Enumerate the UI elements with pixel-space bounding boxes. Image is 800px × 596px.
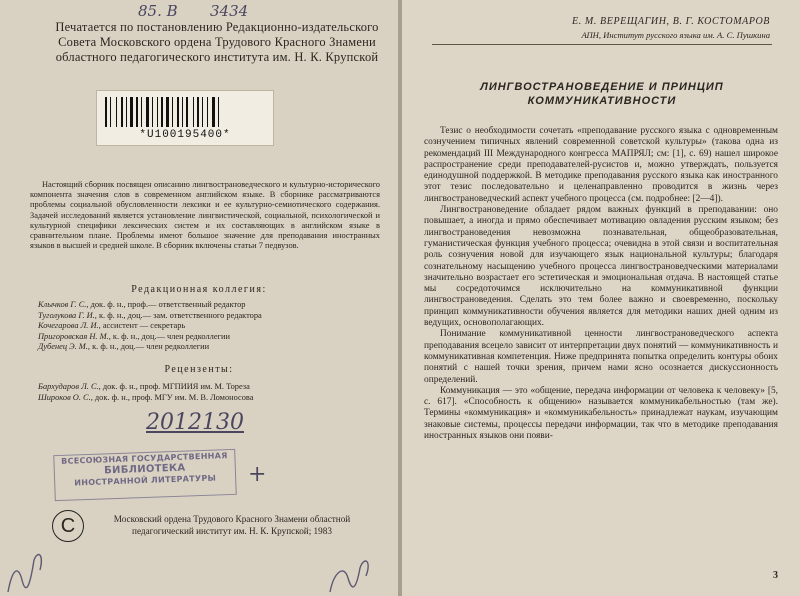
reviewer	[38, 393, 378, 404]
barcode-bar	[108, 97, 109, 127]
barcode-bar	[197, 97, 199, 127]
paragraph: Лингвострановедение обладает рядом важных функций в преподавании: оно повышает, а иногда и прямо обеспечивает мотивацию овладения русским языком; без лингвострановедения невозможна познавательная, общеобразовательная, гуманистическая функция учебного процесса; очевидна в этой связи и воспитательная роль сознучения новой для изучающего язык национальной культуры; благодаря сознательному насыщению учебного процесса лингвострановедческими материалами значительно возрастает его эстетическая и эмоциональная отдача. В настоящей статье мы сосредоточимся исключительно на коммуникативной функции лингвострановедения. Сделать это тем более важно и своевременно, поскольку принцип коммуникативности обучения является для методики наших дней одним из ведущих, основополагающих.	[424, 205, 778, 329]
board-member	[38, 300, 378, 311]
barcode-bar	[189, 97, 192, 127]
barcode-bar	[157, 97, 158, 127]
barcode-bar	[105, 97, 107, 127]
stamp-line: ИНОСТРАННОЙ ЛИТЕРАТУРЫ	[74, 473, 217, 488]
scribble-left	[8, 555, 41, 592]
member-role: , к. ф. н., доц.— член редколлегии	[108, 331, 230, 341]
article-authors: Е. М. ВЕРЕЩАГИН, В. Г. КОСТОМАРОВ	[572, 16, 770, 27]
barcode-bar	[161, 97, 163, 127]
title-line: ЛИНГВОСТРАНОВЕДЕНИЕ И ПРИНЦИП	[480, 81, 724, 93]
reviewer-name: Бархударов Л. С.	[38, 382, 99, 391]
title-line: КОММУНИКАТИВНОСТИ	[527, 95, 677, 107]
paragraph: Тезис о необходимости сочетать «преподавание русского языка с одновременным сознучением типичных явлений современной советской культуры» (такова одна из рекомендаций III Международного конгресса МАПРЯЛ; см: [1], с. 69) нашел широкое распространение среди преподавателей-русистов и, можно утверждать, пользуется единодушной поддержкой. В методике преподавания русского языка как иностранного этот тезис последовательно и целенаправленно проводится в жизнь через лингвострановедческий аспект учебного процесса (см. подробнее: [2—4]).	[424, 126, 778, 204]
member-name: Клычков Г. С.	[38, 300, 87, 309]
barcode-bar	[126, 97, 127, 127]
member-role: , к. ф. н., доц.— зам. ответственного редактора	[94, 310, 262, 320]
copyright-icon: C	[52, 510, 84, 542]
barcode-bar	[180, 97, 181, 127]
member-role: , док. ф. н., проф.— ответственный редактор	[86, 300, 246, 309]
paragraph: Понимание коммуникативной ценности лингвострановедческого аспекта преподавания всецело зависит от интерпретации двух понятий — коммуникативность и коммуникативная компетенция. Ниже предпринята попытка определить контуры обоих понятий с нашей точки зрения, причем нами ясно осознается дискуссионность определений.	[424, 329, 778, 385]
member-name: Туголукова Г. И.	[38, 310, 95, 320]
stamp-line: БИБЛИОТЕКА	[103, 462, 186, 477]
barcode-bar	[136, 97, 138, 127]
member-name: Дубенец Э. М.	[38, 342, 88, 352]
handwritten-number: 3434	[210, 2, 249, 20]
barcode-bar	[159, 97, 160, 127]
barcode-bar	[143, 97, 145, 127]
barcode-bar	[177, 97, 179, 127]
barcode-bar	[141, 97, 142, 127]
barcode-bar	[207, 97, 208, 127]
handwritten-scribbles	[0, 520, 398, 596]
barcode-bar	[212, 97, 215, 127]
library-stamp	[53, 449, 236, 501]
editorial-board-title: Редакционная коллегия:	[131, 284, 267, 295]
barcode-bar	[164, 97, 165, 127]
barcode-bar	[204, 97, 206, 127]
barcode-bar	[118, 97, 120, 127]
reviewer-name: Широков О. С.	[38, 392, 91, 402]
article-affiliation: АПН, Институт русского языка им. А. С. Пушкина	[581, 30, 770, 40]
reviewer	[38, 382, 378, 393]
header-rule	[432, 44, 772, 45]
barcode-bar	[174, 97, 176, 127]
stamp-line: ВСЕСОЮЗНАЯ ГОСУДАРСТВЕННАЯ	[61, 451, 228, 466]
barcode-bar	[202, 97, 203, 127]
member-role: , к. ф. н., доц.— член редколлегии	[87, 342, 210, 352]
handwritten-accession: 2012130	[146, 410, 244, 435]
barcode-bar	[170, 97, 171, 127]
barcode-bar	[154, 97, 156, 127]
barcode-bar	[172, 97, 173, 127]
editorial-board-list	[38, 300, 378, 353]
barcode-bar	[186, 97, 188, 127]
barcode-bar	[112, 97, 115, 127]
board-member	[38, 342, 378, 353]
right-page	[402, 0, 800, 596]
barcode-bar	[184, 97, 185, 127]
board-member	[38, 332, 378, 343]
page-number: 3	[773, 570, 778, 581]
left-page	[0, 0, 398, 596]
article-title	[432, 80, 772, 108]
barcode-bar	[128, 97, 129, 127]
barcode-label	[96, 90, 274, 146]
reviewer-role: , док. ф. н., проф. МГУ им. М. В. Ломоносова	[90, 392, 254, 402]
board-member	[38, 311, 378, 322]
member-name: Пригоровская Н. М.	[38, 331, 109, 341]
barcode-bar	[110, 97, 111, 127]
publication-note: Печатается по постановлению Редакционно-издательского Совета Московского ордена Трудового Красного Знамени областного педагогического института им. Н. К. Крупской	[55, 20, 379, 64]
imprint: Московский ордена Трудового Красного Знамени областной педагогический институт им. Н. К. Крупской; 1983	[113, 514, 351, 536]
barcode-bar	[152, 97, 153, 127]
barcode-bar	[116, 97, 117, 127]
barcode-bar	[130, 97, 133, 127]
barcode-bar	[124, 97, 125, 127]
barcode-bar	[209, 97, 211, 127]
barcode-bar	[193, 97, 194, 127]
barcode	[105, 97, 265, 127]
member-role: , ассистент — секретарь	[98, 321, 186, 331]
scribble-right	[330, 561, 368, 592]
barcode-bar	[216, 97, 217, 127]
barcode-bar	[200, 97, 201, 127]
barcode-bar	[134, 97, 135, 127]
board-member	[38, 321, 378, 332]
barcode-bar	[150, 97, 151, 127]
barcode-number: *U100195400*	[139, 129, 231, 141]
reviewers-title: Рецензенты:	[164, 364, 234, 375]
handwritten-plus: +	[248, 462, 267, 487]
barcode-bar	[218, 97, 219, 127]
abstract: Настоящий сборник посвящен описанию лингвострановедческого и культурно-исторического компонента значения слов в современном английском языке. В сборнике рассматриваются проблемы социальной обусловленности лексики и ее культурно-семиотического содержания. Задачей исследований является установление лингвистической, социальной, психологической и культурной специфики лексических систем и их составляющих в английском языке в сравнительном плане. Проблемы имеют большое значение для преподавания иностранных языков в высшей и средней школе. В сборник включены статьи 7 педвузов.	[30, 180, 380, 251]
barcode-bar	[182, 97, 183, 127]
barcode-bar	[121, 97, 123, 127]
reviewers-list	[38, 382, 378, 403]
member-name: Кочегарова Л. И.	[38, 321, 99, 331]
article-body	[424, 126, 778, 442]
paragraph: Коммуникация — это «общение, передача информации от человека к человеку» [5, с. 617]. «Способность к общению» называется коммуникабельностью (там же). Термины «коммуникация» и «коммуникабельность» принадлежат наукам, изучающим знаковые системы, процессы передачи информации, так что в методике преподавания иностранных языков они появи-	[424, 385, 778, 442]
barcode-bar	[195, 97, 196, 127]
barcode-bar	[146, 97, 149, 127]
barcode-bar	[166, 97, 169, 127]
reviewer-role: , док. ф. н., проф. МГПИИЯ им. М. Тореза	[98, 382, 250, 391]
barcode-bar	[139, 97, 140, 127]
handwritten-code: 85. В	[138, 2, 178, 20]
